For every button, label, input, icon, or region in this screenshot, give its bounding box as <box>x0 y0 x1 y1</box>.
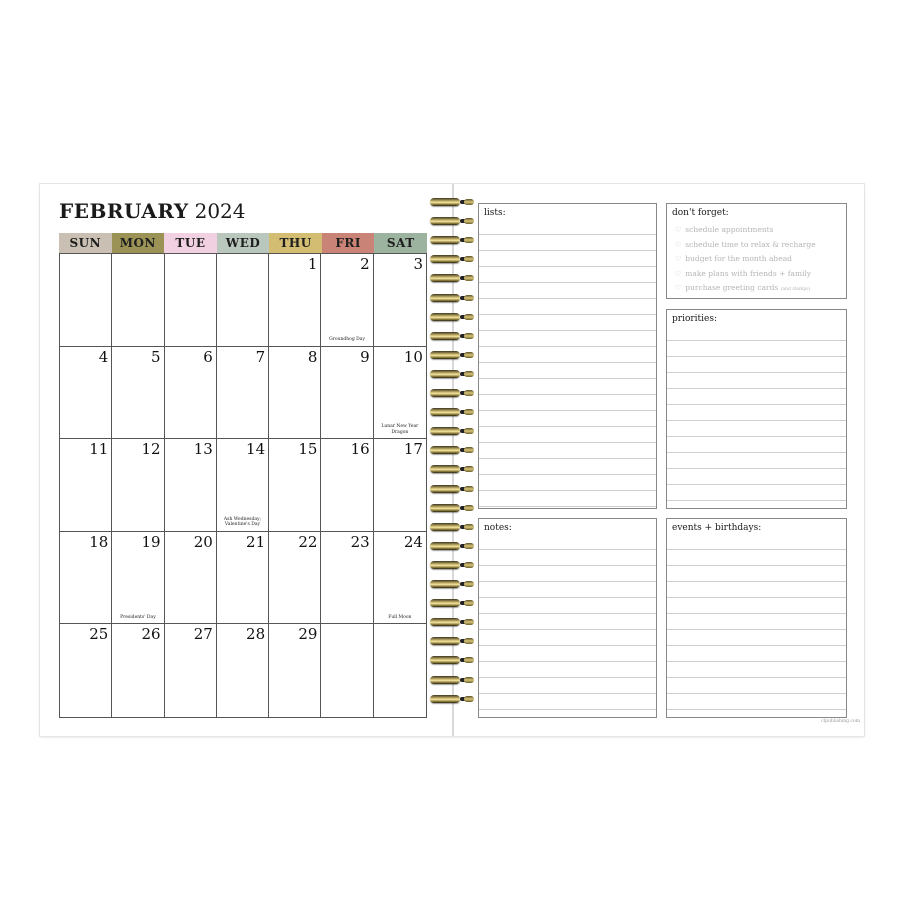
day-number: 23 <box>350 532 370 551</box>
day-cell-17[interactable] <box>374 439 426 532</box>
day-cell-19[interactable] <box>112 532 164 625</box>
day-number: 8 <box>307 347 318 366</box>
lists-label: lists: <box>484 208 506 218</box>
events-ruled-lines <box>667 534 846 717</box>
day-cell-4[interactable] <box>60 347 112 440</box>
spiral-coil <box>428 616 476 628</box>
dont-forget-item <box>675 238 816 253</box>
spiral-coil <box>428 253 476 265</box>
empty-day-cell <box>165 254 217 347</box>
notes-ruled-lines <box>479 534 656 717</box>
calendar-grid <box>59 253 427 718</box>
spiral-coil <box>428 597 476 609</box>
weekday-header-row <box>59 233 427 253</box>
spiral-coil <box>428 272 476 284</box>
day-cell-15[interactable] <box>269 439 321 532</box>
weekday-thu: THU <box>269 233 322 253</box>
day-number: 12 <box>141 440 161 459</box>
day-number: 28 <box>246 625 266 644</box>
day-cell-10[interactable] <box>374 347 426 440</box>
spiral-coil <box>428 406 476 418</box>
spiral-coil <box>428 234 476 246</box>
day-cell-20[interactable] <box>165 532 217 625</box>
day-number: 9 <box>360 347 370 366</box>
notes-box[interactable] <box>478 518 657 718</box>
dont-forget-item <box>675 281 816 298</box>
empty-day-cell <box>60 254 112 347</box>
spiral-coil <box>428 578 476 590</box>
empty-day-cell <box>217 254 269 347</box>
day-cell-14[interactable] <box>217 439 269 532</box>
publisher-credit: clpublishing.com <box>821 719 860 724</box>
priorities-ruled-lines <box>667 325 846 508</box>
day-number: 3 <box>413 255 423 273</box>
day-cell-23[interactable] <box>321 532 373 625</box>
day-number: 1 <box>307 255 318 273</box>
day-cell-26[interactable] <box>112 624 164 717</box>
dont-forget-text: purchase greeting cards <box>685 283 779 293</box>
dont-forget-text: schedule time to relax & recharge <box>685 239 816 249</box>
day-cell-11[interactable] <box>60 439 112 532</box>
day-cell-9[interactable] <box>321 347 373 440</box>
spiral-coil <box>428 502 476 514</box>
spiral-coil <box>428 559 476 571</box>
holiday-note: Presidents' Day <box>120 614 156 620</box>
day-cell-27[interactable] <box>165 624 217 717</box>
lists-ruled-lines <box>479 219 656 508</box>
day-number: 22 <box>298 532 318 551</box>
spiral-coil <box>428 483 476 495</box>
dont-forget-list <box>675 223 816 298</box>
day-number: 17 <box>403 440 423 459</box>
day-cell-7[interactable] <box>217 347 269 440</box>
empty-day-cell <box>321 624 373 717</box>
heart-icon: ♡ <box>675 255 682 264</box>
day-number: 7 <box>255 347 266 366</box>
day-cell-18[interactable] <box>60 532 112 625</box>
month-title <box>59 197 246 225</box>
dont-forget-label: don't forget: <box>672 208 729 218</box>
spiral-coil <box>428 349 476 361</box>
day-cell-6[interactable] <box>165 347 217 440</box>
day-cell-8[interactable] <box>269 347 321 440</box>
dont-forget-item <box>675 267 816 282</box>
year-label: 2024 <box>194 199 246 223</box>
empty-day-cell <box>374 624 426 717</box>
day-number: 4 <box>98 347 109 366</box>
day-number: 15 <box>298 440 318 459</box>
dont-forget-box <box>666 203 847 299</box>
weekday-wed: WED <box>217 233 270 253</box>
day-number: 24 <box>403 532 423 551</box>
day-cell-24[interactable] <box>374 532 426 625</box>
spiral-coil <box>428 425 476 437</box>
spiral-coil <box>428 215 476 227</box>
spiral-coil <box>428 444 476 456</box>
day-cell-28[interactable] <box>217 624 269 717</box>
spiral-coil <box>428 292 476 304</box>
holiday-note: Lunar New Year Dragon <box>381 424 419 435</box>
events-birthdays-box[interactable] <box>666 518 847 718</box>
day-cell-13[interactable] <box>165 439 217 532</box>
spiral-coil <box>428 368 476 380</box>
day-cell-12[interactable] <box>112 439 164 532</box>
weekday-tue: TUE <box>164 233 217 253</box>
day-cell-5[interactable] <box>112 347 164 440</box>
dont-forget-text: budget for the month ahead <box>685 254 792 264</box>
spiral-coil <box>428 521 476 533</box>
day-number: 10 <box>403 347 423 366</box>
day-number: 5 <box>151 347 161 366</box>
day-number: 27 <box>193 625 213 644</box>
day-cell-21[interactable] <box>217 532 269 625</box>
day-number: 29 <box>298 625 318 644</box>
dont-forget-subnote: (and stamps) <box>780 287 811 293</box>
notes-label: notes: <box>484 523 512 533</box>
spiral-coil <box>428 463 476 475</box>
day-cell-16[interactable] <box>321 439 373 532</box>
spiral-coil <box>428 311 476 323</box>
dont-forget-text: schedule appointments <box>685 225 774 234</box>
dont-forget-item <box>675 223 816 238</box>
dont-forget-text: make plans with friends + family <box>685 268 812 278</box>
day-cell-3[interactable] <box>374 254 426 347</box>
day-number: 11 <box>89 440 109 459</box>
weekday-sun: SUN <box>59 233 112 253</box>
holiday-note: Full Moon <box>388 614 412 620</box>
weekday-fri: FRI <box>322 233 375 253</box>
weekday-mon: MON <box>112 233 165 253</box>
day-cell-25[interactable] <box>60 624 112 717</box>
day-cell-22[interactable] <box>269 532 321 625</box>
heart-icon: ♡ <box>675 284 682 293</box>
spiral-coil <box>428 654 476 666</box>
spiral-coil <box>428 330 476 342</box>
day-number: 13 <box>193 440 213 459</box>
spiral-coil <box>428 387 476 399</box>
empty-day-cell <box>112 254 164 347</box>
heart-icon: ♡ <box>675 269 682 278</box>
heart-icon: ♡ <box>675 226 682 234</box>
day-number: 25 <box>89 625 109 644</box>
spiral-coil <box>428 196 476 208</box>
spiral-binding <box>428 196 476 716</box>
priorities-label: priorities: <box>672 314 718 324</box>
heart-icon: ♡ <box>675 240 682 249</box>
day-number: 18 <box>89 532 109 551</box>
holiday-note: Ash Wednesday; Valentine's Day <box>223 516 262 528</box>
priorities-box[interactable] <box>666 309 847 509</box>
day-number: 26 <box>141 625 161 644</box>
weekday-sat: SAT <box>374 233 427 253</box>
day-number: 14 <box>246 440 266 459</box>
day-cell-2[interactable] <box>321 254 373 347</box>
day-cell-1[interactable] <box>269 254 321 347</box>
holiday-note: Groundhog Day <box>329 337 365 343</box>
lists-box[interactable] <box>478 203 657 509</box>
day-number: 6 <box>203 347 213 366</box>
day-number: 20 <box>193 532 213 551</box>
month-name: FEBRUARY <box>59 199 189 223</box>
spiral-coil <box>428 540 476 552</box>
day-cell-29[interactable] <box>269 624 321 717</box>
day-number: 2 <box>360 255 370 273</box>
events-birthdays-label: events + birthdays: <box>672 523 762 533</box>
spiral-coil <box>428 693 476 705</box>
day-number: 21 <box>246 532 266 551</box>
dont-forget-item <box>675 252 816 267</box>
day-number: 19 <box>141 532 161 551</box>
day-number: 16 <box>350 440 370 459</box>
spiral-coil <box>428 674 476 686</box>
spiral-coil <box>428 635 476 647</box>
